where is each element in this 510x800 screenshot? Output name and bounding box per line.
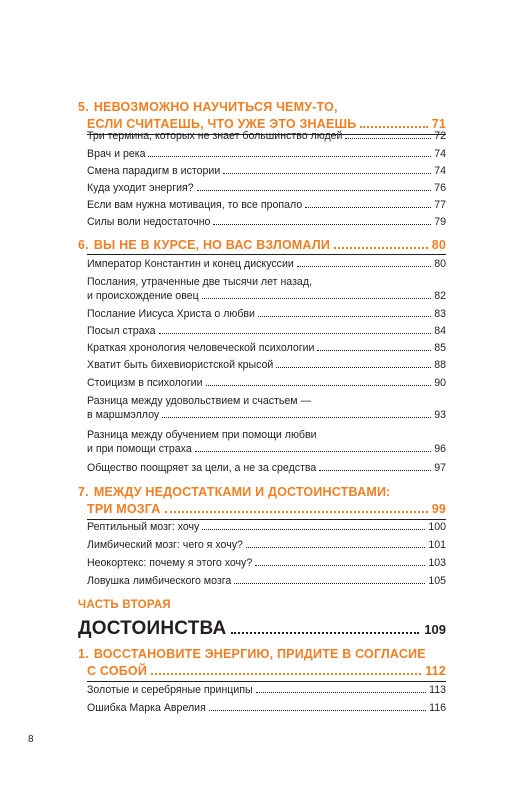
dot-leader [246, 547, 425, 548]
divider [87, 254, 446, 255]
chapter-page: 80 [431, 238, 446, 252]
part-title: ДОСТОИНСТВА [78, 618, 227, 639]
toc-entry[interactable] [87, 701, 446, 715]
entry-page: 83 [434, 308, 446, 320]
entry-page: 84 [434, 325, 446, 337]
dot-leader [255, 565, 425, 566]
entry-title: Стоицизм в психологии [87, 377, 203, 389]
toc-entry[interactable] [87, 198, 446, 212]
entry-page: 116 [429, 702, 446, 714]
toc-entry[interactable] [87, 461, 446, 475]
dot-leader [360, 126, 427, 128]
dot-leader [334, 247, 428, 249]
chapter-number: 6. [78, 238, 89, 252]
toc-entry[interactable] [87, 341, 446, 355]
entry-title: и при помощи страха [87, 443, 192, 455]
dot-leader [276, 367, 431, 368]
entry-page: 79 [434, 216, 446, 228]
entry-title: Общество поощряет за цели, а не за средства [87, 462, 317, 474]
dot-leader [159, 333, 432, 334]
toc-entry[interactable] [87, 307, 446, 321]
dot-leader [209, 710, 426, 711]
toc-entry[interactable] [87, 520, 446, 534]
part-page: 109 [424, 622, 446, 637]
entry-title: Посыл страха [87, 325, 156, 337]
entry-title: Хватит быть бихевиористской крысой [87, 359, 274, 371]
entry-title: и происхождение овец [87, 290, 199, 302]
toc-entry[interactable] [87, 324, 446, 338]
entry-page: 93 [434, 409, 446, 421]
chapter-1-heading[interactable] [78, 646, 446, 680]
entry-title: Три термина, которых не знает большинство людей [87, 130, 343, 142]
entry-page: 85 [434, 342, 446, 354]
dot-leader [165, 511, 428, 513]
entry-title: Краткая хронология человеческой психологии [87, 342, 315, 354]
toc-entry[interactable] [87, 428, 446, 456]
entry-page: 82 [434, 290, 446, 302]
chapter-number: 5. [78, 100, 89, 114]
chapter-title-line1: ВЫ НЕ В КУРСЕ, НО ВАС ВЗЛОМАЛИ [93, 238, 331, 252]
toc-entry[interactable] [87, 683, 446, 697]
divider [87, 681, 446, 682]
chapter-7-heading[interactable] [78, 484, 446, 518]
entry-page: 97 [434, 462, 446, 474]
toc-entry[interactable] [87, 358, 446, 372]
entry-title: Ловушка лимбического мозга [87, 575, 232, 587]
part-heading[interactable] [78, 618, 446, 640]
chapter-page: 71 [431, 117, 446, 131]
entry-page: 113 [429, 684, 446, 696]
entry-page: 90 [434, 377, 446, 389]
dot-leader [297, 266, 431, 267]
chapter-title-line1: МЕЖДУ НЕДОСТАТКАМИ И ДОСТОИНСТВАМИ: [93, 485, 391, 499]
dot-leader [202, 298, 432, 299]
chapter-5-heading[interactable] [78, 99, 446, 133]
dot-leader [197, 190, 432, 191]
dot-leader [151, 673, 421, 675]
entry-title: Золотые и серебряные принципы [87, 684, 253, 696]
entry-title: Ошибка Марка Аврелия [87, 702, 206, 714]
entry-title: Куда уходит энергия? [87, 182, 194, 194]
dot-leader [148, 156, 431, 157]
toc-entry[interactable] [87, 538, 446, 552]
entry-title-line1: Разница между обучением при помощи любви [87, 429, 317, 441]
chapter-title-line1: НЕВОЗМОЖНО НАУЧИТЬСЯ ЧЕМУ-ТО, [93, 100, 338, 114]
entry-page: 100 [428, 521, 446, 533]
dot-leader [213, 224, 431, 225]
dot-leader [305, 207, 431, 208]
chapter-title-line1: ВОССТАНОВИТЕ ЭНЕРГИЮ, ПРИДИТЕ В СОГЛАСИЕ [93, 647, 426, 661]
entry-page: 101 [428, 539, 446, 551]
part-label: ЧАСТЬ ВТОРАЯ [78, 599, 171, 611]
chapter-title-line2: С СОБОЙ [87, 664, 148, 678]
entry-page: 96 [434, 443, 446, 455]
chapter-page: 99 [431, 502, 446, 516]
entry-title: Смена парадигм в истории [87, 165, 221, 177]
entry-title-line1: Разница между удовольствием и счастьем — [87, 395, 312, 407]
toc-entry[interactable] [87, 181, 446, 195]
toc-entry[interactable] [87, 164, 446, 178]
chapter-number: 7. [78, 485, 89, 499]
entry-title: Силы воли недостаточно [87, 216, 211, 228]
toc-entry[interactable] [87, 574, 446, 588]
entry-title: Если вам нужна мотивация, то все пропало [87, 199, 303, 211]
dot-leader [345, 138, 431, 139]
toc-entry[interactable] [87, 394, 446, 422]
chapter-number: 1. [78, 647, 89, 661]
dot-leader [231, 632, 419, 634]
dot-leader [195, 451, 431, 452]
entry-page: 76 [434, 182, 446, 194]
entry-page: 77 [434, 199, 446, 211]
dot-leader [202, 529, 425, 530]
chapter-page: 112 [425, 664, 446, 678]
entry-title: Рептильный мозг: хочу [87, 521, 200, 533]
entry-title: Послание Иисуса Христа о любви [87, 308, 255, 320]
dot-leader [206, 385, 432, 386]
entry-page: 103 [428, 557, 446, 569]
entry-page: 80 [434, 258, 446, 270]
entry-title: Врач и река [87, 148, 146, 160]
entry-page: 105 [428, 575, 446, 587]
entry-title: Император Константин и конец дискуссии [87, 258, 294, 270]
entry-title: Неокортекс: почему я этого хочу? [87, 557, 253, 569]
dot-leader [258, 316, 431, 317]
chapter-6-heading[interactable] [78, 237, 446, 254]
entry-title-line1: Послания, утраченные две тысячи лет назад, [87, 276, 312, 288]
dot-leader [256, 692, 426, 693]
toc-entry[interactable] [87, 376, 446, 390]
toc-entry[interactable] [87, 275, 446, 303]
toc-entry[interactable] [87, 215, 446, 229]
entry-page: 72 [434, 130, 446, 142]
entry-title: Лимбический мозг: чего я хочу? [87, 539, 243, 551]
chapter-title-line2: ЕСЛИ СЧИТАЕШЬ, ЧТО УЖЕ ЭТО ЗНАЕШЬ [87, 117, 357, 131]
dot-leader [319, 470, 431, 471]
chapter-title-line2: ТРИ МОЗГА [87, 502, 161, 516]
dot-leader [234, 583, 425, 584]
dot-leader [162, 417, 431, 418]
toc-entry[interactable] [87, 257, 446, 271]
entry-title: в маршмэллоу [87, 409, 160, 421]
entry-page: 88 [434, 359, 446, 371]
toc-entry[interactable] [87, 556, 446, 570]
toc-entry[interactable] [87, 147, 446, 161]
dot-leader [223, 173, 431, 174]
page-number: 8 [28, 734, 34, 745]
entry-page: 74 [434, 165, 446, 177]
dot-leader [317, 350, 431, 351]
toc-entry[interactable] [87, 129, 446, 143]
entry-page: 74 [434, 148, 446, 160]
